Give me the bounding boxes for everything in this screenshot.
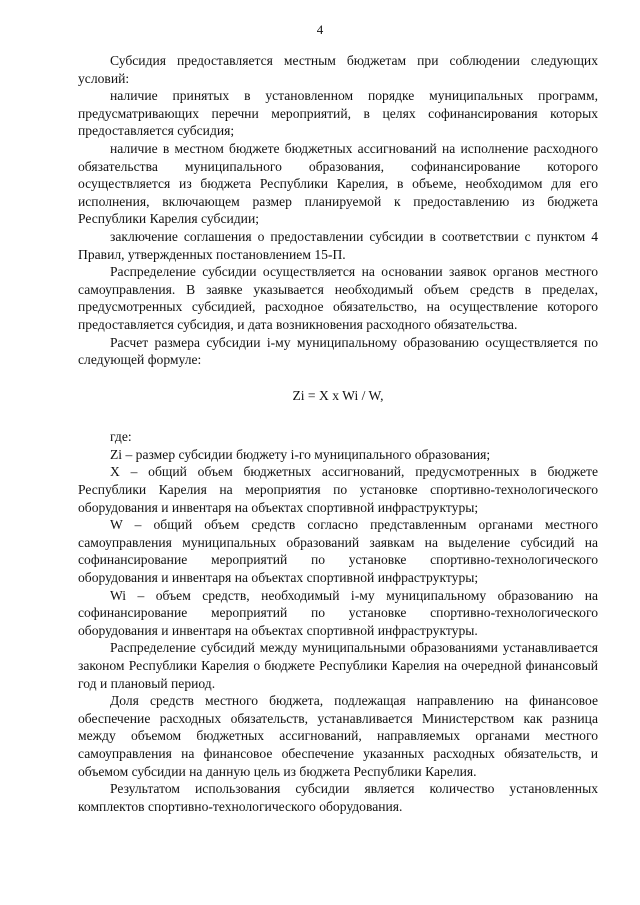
paragraph-condition-programs: наличие принятых в установленном порядке муниципальных программ, предусматривающих перечни мероприятий, в целях софинансирования которых предоставляется субсидия; bbox=[78, 88, 598, 139]
paragraph-subsidy-result: Результатом использования субсидии является количество установленных комплектов спортивно-технологического оборудования. bbox=[78, 781, 598, 814]
paragraph-definition-w: W – общий объем средств согласно представленным органами местного самоуправления муниципальных образований заявкам на выделение субсидий на софинансирование мероприятий по установке спортивно-технологического оборудования и инвентаря на объектах спортивной инфраструктуры; bbox=[78, 517, 598, 586]
document-body bbox=[78, 52, 598, 815]
paragraph-calculation-intro: Расчет размера субсидии i-му муниципальному образованию осуществляется по следующей формуле: bbox=[78, 334, 598, 368]
paragraph-definition-zi: Zi – размер субсидии бюджету i-го муниципального образования; bbox=[110, 446, 491, 462]
paragraph-definition-wi: Wi – объем средств, необходимый i-му муниципальному образованию на софинансирование мероприятий по установке спортивно-технологического оборудования и инвентаря на объектах спортивной инфраструктуры. bbox=[78, 587, 598, 638]
paragraph-condition-budget-allocations: наличие в местном бюджете бюджетных ассигнований на исполнение расходного обязательства муниципального образования, софинансирование которого осуществляется из бюджета Республики Карелия, в объеме, необходимом для его исполнения, включающем размер планируемой к предоставлению из бюджета Республики Карелия субсидии; bbox=[78, 140, 598, 227]
paragraph-local-budget-share: Доля средств местного бюджета, подлежащая направлению на финансовое обеспечение расходных обязательств, устанавливается Министерством как разница между объемом бюджетных ассигнований, направляемых органами местного самоуправления на финансовое обеспечение указанных расходных обязательств, и объемом субсидии на данную цель из бюджета Республики Карелия. bbox=[78, 693, 598, 779]
paragraph-distribution-applications: Распределение субсидии осуществляется на основании заявок органов местного самоуправления. В заявке указывается необходимый объем средств в пределах, предусмотренных субсидией, расходное обязательство, на осуществление которого предоставляется субсидия, и дата возникновения расходного обязательства. bbox=[78, 264, 598, 332]
paragraph-condition-agreement: заключение соглашения о предоставлении субсидии в соответствии с пунктом 4 Правил, утвержденных постановлением 15-П. bbox=[78, 228, 598, 262]
subsidy-formula: Zi = X x Wi / W, bbox=[292, 387, 384, 403]
paragraph-where: где: bbox=[110, 429, 132, 445]
page-number: 4 bbox=[316, 22, 324, 37]
paragraph-definition-x: X – общий объем бюджетных ассигнований, предусмотренных в бюджете Республики Карелия на мероприятия по установке спортивно-технологического оборудования и инвентаря на объектах спортивной инфраструктуры; bbox=[78, 464, 598, 515]
paragraph-distribution-law: Распределение субсидий между муниципальными образованиями устанавливается законом Республики Карелия о бюджете Республики Карелия на очередной финансовый год и плановый период. bbox=[78, 640, 598, 691]
paragraph-subsidy-conditions: Субсидия предоставляется местным бюджетам при соблюдении следующих условий: bbox=[78, 53, 598, 86]
